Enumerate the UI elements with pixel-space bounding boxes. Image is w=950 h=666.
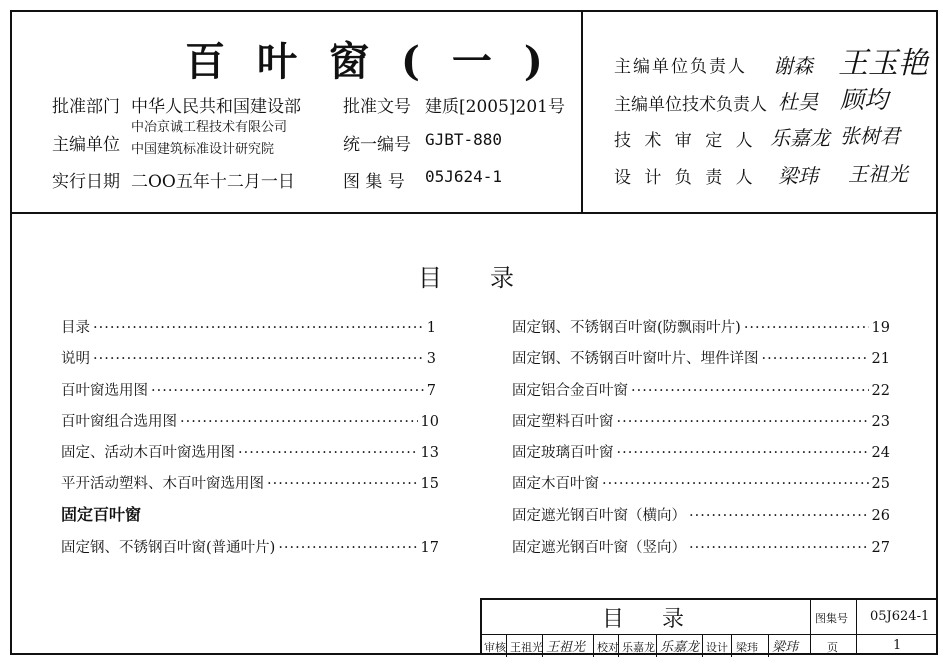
toc-entry-text: 说明	[61, 351, 90, 367]
page-number: 1	[893, 638, 902, 653]
title-block-title: 目录	[602, 607, 723, 632]
review-label: 审核	[484, 641, 506, 654]
cell-divider	[542, 634, 543, 657]
design-signature: 梁玮	[772, 640, 799, 655]
toc-title: 目录	[418, 264, 562, 292]
signature: 梁玮	[778, 164, 818, 188]
cell-divider	[506, 634, 507, 657]
document-title: 百叶窗(一)	[185, 38, 575, 85]
design-name: 梁玮	[736, 641, 758, 654]
check-label: 校对	[597, 641, 619, 654]
resp-role-chief-editor: 主编单位负责人	[614, 57, 747, 77]
cell-divider	[593, 634, 594, 657]
toc-entry-text: 百叶窗选用图	[61, 383, 148, 399]
toc-leader	[238, 445, 418, 461]
toc-entry-page: 19	[871, 320, 890, 336]
toc-entry-text: 固定木百叶窗	[512, 476, 599, 492]
toc-entry[interactable]	[61, 410, 439, 431]
signature: 谢森	[773, 54, 813, 78]
toc-leader	[180, 414, 418, 430]
toc-leader	[689, 508, 869, 524]
toc-entry-text: 百叶窗组合选用图	[61, 414, 177, 430]
atlas-label: 图集号	[815, 612, 848, 625]
signature: 乐嘉龙	[770, 126, 830, 150]
atlas-no-label: 图 集 号	[343, 172, 405, 192]
toc-leader	[93, 351, 424, 367]
toc-entry-text: 固定玻璃百叶窗	[512, 445, 614, 461]
toc-leader	[617, 414, 869, 430]
toc-leader	[602, 476, 869, 492]
toc-entry-text: 固定塑料百叶窗	[512, 414, 614, 430]
toc-entry-page: 22	[871, 383, 890, 399]
toc-leader	[631, 383, 869, 399]
toc-entry[interactable]	[512, 410, 890, 431]
toc-leader	[744, 320, 869, 336]
header-vertical-divider	[581, 10, 583, 213]
toc-entry-page: 3	[426, 351, 436, 367]
signature: 张树君	[840, 124, 900, 148]
cell-divider	[702, 634, 703, 657]
toc-entry-page: 17	[420, 540, 439, 556]
design-label: 设计	[706, 641, 728, 654]
signature: 王祖光	[848, 162, 908, 186]
header-divider	[10, 212, 938, 214]
toc-entry[interactable]	[61, 347, 436, 368]
toc-entry-page: 15	[420, 476, 439, 492]
review-signature: 王祖光	[546, 640, 586, 655]
title-block-divider	[810, 600, 811, 655]
toc-entry-text: 固定钢、不锈钢百叶窗(防飘雨叶片)	[512, 320, 741, 336]
check-name: 乐嘉龙	[622, 641, 655, 654]
toc-entry[interactable]	[512, 316, 890, 337]
signature: 杜昊	[778, 90, 818, 114]
resp-role-tech-reviewer: 技 术 审 定 人	[614, 131, 757, 151]
title-block-atlas-no: 05J624-1	[870, 609, 930, 624]
cell-divider	[768, 634, 769, 657]
toc-entry-text: 固定遮光钢百叶窗（竖向）	[512, 540, 686, 556]
toc-entry-page: 1	[426, 320, 436, 336]
unified-no: GJBT-880	[425, 130, 503, 149]
toc-entry-text: 固定铝合金百叶窗	[512, 383, 628, 399]
toc-entry-page: 25	[871, 476, 890, 492]
toc-entry[interactable]	[512, 347, 890, 368]
toc-leader	[267, 476, 418, 492]
toc-entry[interactable]	[512, 472, 890, 493]
toc-entry-page: 10	[420, 414, 439, 430]
cell-divider	[731, 634, 732, 657]
editor-unit-line1: 中冶京诚工程技术有限公司	[131, 120, 288, 135]
check-signature: 乐嘉龙	[660, 640, 700, 655]
toc-entry-page: 7	[426, 383, 436, 399]
toc-entry-page: 24	[871, 445, 890, 461]
toc-entry-page: 23	[871, 414, 890, 430]
toc-leader	[689, 540, 869, 556]
toc-entry[interactable]	[512, 379, 890, 400]
editor-unit-line2: 中国建筑标准设计研究院	[131, 142, 275, 157]
toc-entry-text: 目录	[61, 320, 90, 336]
toc-leader	[617, 445, 869, 461]
title-block-row-divider	[482, 634, 938, 635]
toc-entry-page: 21	[871, 351, 890, 367]
toc-entry[interactable]	[61, 472, 439, 493]
toc-entry[interactable]	[512, 504, 890, 525]
toc-entry[interactable]	[61, 379, 436, 400]
atlas-no: 05J624-1	[425, 167, 503, 186]
toc-leader	[93, 320, 424, 336]
toc-entry-page: 26	[871, 508, 890, 524]
resp-role-tech-lead: 主编单位技术负责人	[614, 95, 767, 115]
page-label: 页	[827, 641, 838, 654]
toc-entry-text: 平开活动塑料、木百叶窗选用图	[61, 476, 264, 492]
approval-doc-label: 批准文号	[343, 97, 411, 117]
effective-date-label: 实行日期	[52, 172, 120, 192]
toc-entry[interactable]	[61, 316, 436, 337]
cell-divider	[618, 634, 619, 657]
toc-entry-text: 固定钢、不锈钢百叶窗叶片、埋件详图	[512, 351, 759, 367]
approval-dept: 中华人民共和国建设部	[131, 97, 301, 117]
resp-role-design-lead: 设 计 负 责 人	[614, 168, 757, 188]
toc-entry[interactable]	[512, 441, 890, 462]
title-block-divider	[856, 600, 857, 655]
toc-leader	[278, 540, 417, 556]
toc-leader	[762, 351, 869, 367]
effective-date: 二OO五年十二月一日	[131, 172, 295, 192]
toc-entry-text: 固定、活动木百叶窗选用图	[61, 445, 235, 461]
approval-dept-label: 批准部门	[52, 97, 120, 117]
review-name: 王祖光	[510, 641, 543, 654]
toc-entry-page: 27	[871, 540, 890, 556]
toc-entry-text: 固定钢、不锈钢百叶窗(普通叶片)	[61, 540, 276, 556]
editor-unit-label: 主编单位	[52, 135, 120, 155]
approval-doc: 建质[2005]201号	[425, 97, 565, 117]
title-block	[480, 598, 938, 655]
toc-entry[interactable]	[61, 441, 439, 462]
section-heading: 固定百叶窗	[61, 505, 142, 524]
toc-entry[interactable]	[61, 536, 439, 557]
toc-entry-text: 固定遮光钢百叶窗（横向）	[512, 508, 686, 524]
signature: 王玉艳	[838, 46, 928, 81]
unified-no-label: 统一编号	[343, 135, 411, 155]
toc-entry-page: 13	[420, 445, 439, 461]
toc-entry[interactable]	[512, 536, 890, 557]
signature: 顾均	[840, 86, 888, 114]
cell-divider	[656, 634, 657, 657]
toc-leader	[151, 383, 424, 399]
